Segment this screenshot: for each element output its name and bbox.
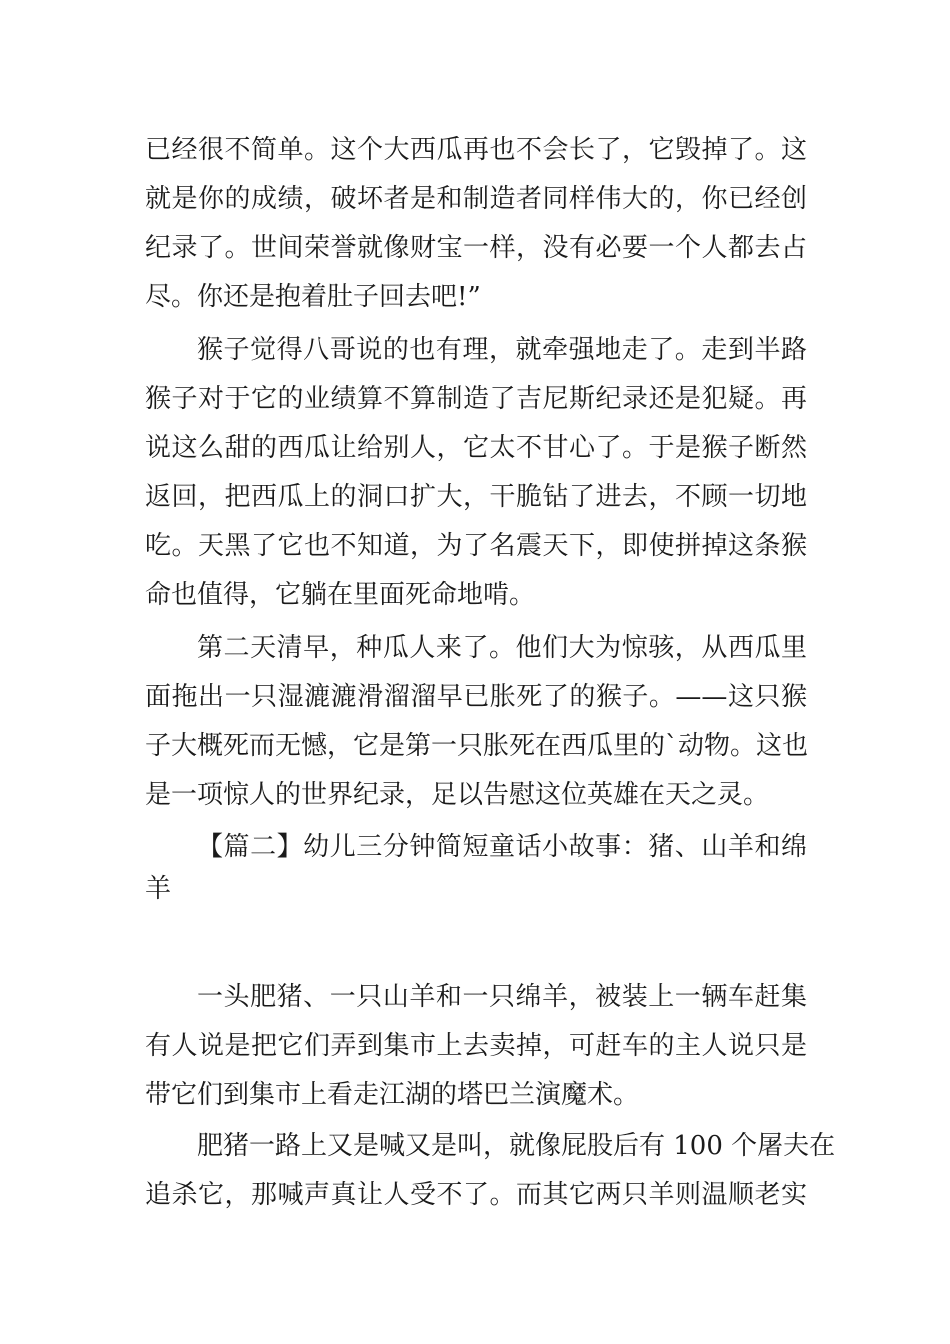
- text-line: 命也值得，它躺在里面死命地啃。: [145, 580, 536, 610]
- text-line: 是一项惊人的世界纪录，足以告慰这位英雄在天之灵。: [145, 780, 770, 810]
- text-line: 一头肥猪、一只山羊和一只绵羊，被装上一辆车赶集: [197, 982, 807, 1012]
- text-line: 第二天清早，种瓜人来了。他们大为惊骇，从西瓜里: [197, 633, 807, 663]
- text-line: 已经很不简单。这个大西瓜再也不会长了，它毁掉了。这: [145, 135, 807, 165]
- text-line: 吃。天黑了它也不知道，为了名震天下，即使拼掉这条猴: [145, 531, 807, 561]
- text-line: 肥猪一路上又是喊又是叫，就像屁股后有 100 个屠夫在: [197, 1131, 836, 1161]
- text-line: 带它们到集市上看走江湖的塔巴兰演魔术。: [145, 1080, 640, 1110]
- text-line: 有人说是把它们弄到集市上去卖掉，可赶车的主人说只是: [145, 1031, 807, 1061]
- section-heading: 【篇二】幼儿三分钟简短童话小故事：猪、山羊和绵: [197, 832, 807, 862]
- text-line: 说这么甜的西瓜让给别人，它太不甘心了。于是猴子断然: [145, 433, 807, 463]
- text-line: 纪录了。世间荣誉就像财宝一样，没有必要一个人都去占: [145, 233, 807, 263]
- section-heading-continued: 羊: [145, 874, 172, 904]
- text-line: 就是你的成绩，破坏者是和制造者同样伟大的，你已经创: [145, 184, 807, 214]
- text-line: 尽。你还是抱着肚子回去吧!”: [145, 282, 481, 312]
- text-line: 面拖出一只湿漉漉滑溜溜早已胀死了的猴子。——这只猴: [145, 682, 807, 712]
- text-line: 猴子对于它的业绩算不算制造了吉尼斯纪录还是犯疑。再: [145, 384, 807, 414]
- text-line: 猴子觉得八哥说的也有理，就牵强地走了。走到半路: [197, 335, 807, 365]
- text-line: 子大概死而无憾，它是第一只胀死在西瓜里的`动物。这也: [145, 731, 809, 761]
- text-line: 返回，把西瓜上的洞口扩大，干脆钻了进去，不顾一切地: [145, 482, 807, 512]
- text-line: 追杀它，那喊声真让人受不了。而其它两只羊则温顺老实: [145, 1180, 807, 1210]
